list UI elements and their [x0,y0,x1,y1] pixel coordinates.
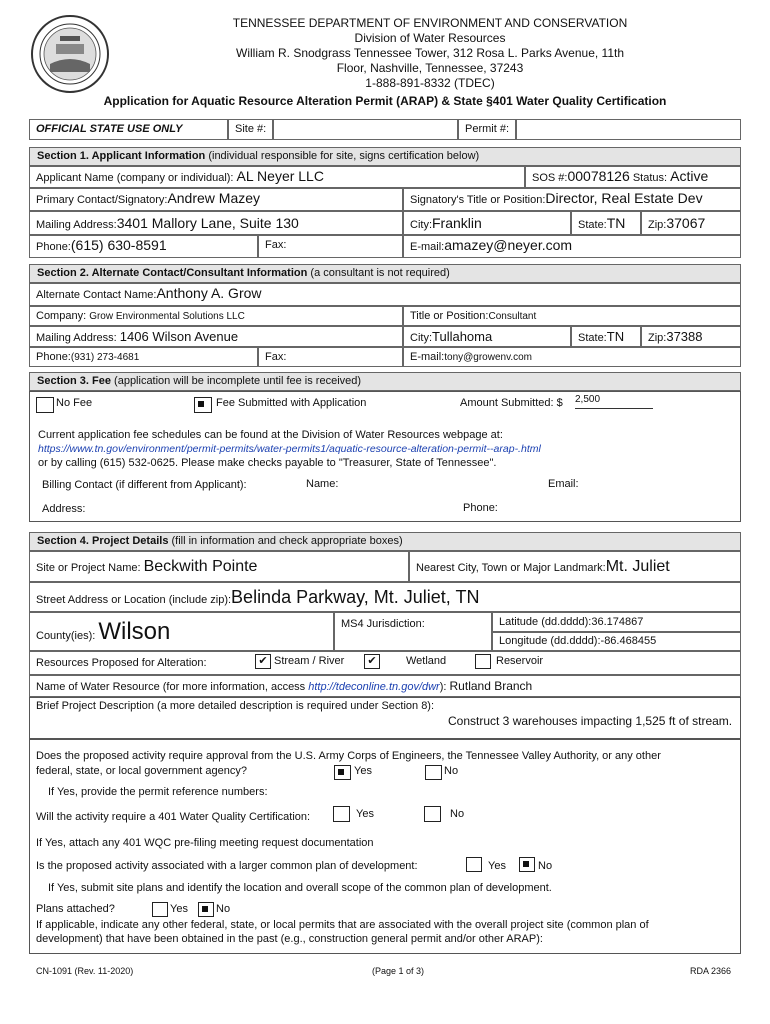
consultant-title-value: Consultant [488,311,537,322]
amount-submitted-label: Amount Submitted: $ [460,397,563,409]
alt-zip-label: Zip: [648,332,667,344]
water-resource-field[interactable] [29,675,741,697]
alt-phone-label: Phone: [36,351,71,363]
billing-address-label: Address: [42,503,86,515]
permit-number-field[interactable] [516,119,741,140]
question-1-follow-up: If Yes, provide the permit reference numbers: [48,786,268,798]
q3-yes-label: Yes [488,860,506,872]
consultant-title-field[interactable] [403,306,741,326]
alt-city-field[interactable] [403,326,571,347]
alt-fax-label: Fax: [265,351,287,363]
billing-name-label: Name: [306,478,339,490]
longitude-value: -86.468455 [600,635,657,647]
alt-email-field[interactable] [403,347,741,367]
consultant-title-label: Title or Position: [410,310,489,322]
brief-description-label: Brief Project Description (a more detailed description is required under Section 8): [36,700,435,712]
city-label: City: [410,219,432,231]
question-2: Will the activity require a 401 Water Quality Certification: [36,811,311,823]
question-1-line-2: federal, state, or local government agency? [36,765,247,777]
reservoir-checkbox[interactable] [475,654,491,669]
no-fee-label: No Fee [56,397,93,409]
plans-attached-label: Plans attached? [36,903,115,915]
alt-phone-field[interactable] [29,347,258,367]
site-number-field[interactable] [273,119,458,140]
phone-value: (615) 630-8591 [70,237,167,253]
alt-zip-value: 37388 [666,329,703,344]
fax-label: Fax: [265,239,287,251]
longitude-label: Longitude (dd.dddd): [499,635,601,647]
section-3-header [29,372,741,391]
no-fee-checkbox[interactable] [36,397,54,413]
fee-submitted-label: Fee Submitted with Application [216,397,367,409]
alt-mailing-address-value: 1406 Wilson Avenue [119,329,239,344]
street-address-label: Street Address or Location (include zip): [36,594,232,606]
city-field[interactable] [403,211,571,235]
resources-row [29,651,741,675]
site-name-field[interactable] [29,551,409,582]
alt-mailing-address-label: Mailing Address: [36,332,117,344]
q2-yes-label: Yes [356,808,374,820]
section-2-subtitle: (a consultant is not required) [307,267,450,279]
form-title: Application for Aquatic Resource Alteration Permit (ARAP) & State §401 Water Quality Certification [103,94,667,108]
alternate-contact-label: Alternate Contact Name: [36,289,157,301]
email-label: E-mail: [410,241,445,253]
zip-value: 37067 [666,215,706,231]
county-label: County(ies): [36,630,96,642]
company-value: Grow Environmental Solutions LLC [89,311,245,322]
question-4-line-1: If applicable, indicate any other federal, state, or local permits that are associated with the overall project site (common plan of [36,919,649,931]
email-value: amazey@neyer.com [444,237,573,253]
site-name-value: Beckwith Pointe [143,558,258,575]
mailing-address-field[interactable] [29,211,403,235]
alternate-contact-field[interactable] [29,283,741,306]
applicant-name-value: AL Neyer LLC [236,168,324,184]
stream-river-label: Stream / River [274,655,345,667]
ms4-field[interactable] [334,612,492,651]
official-use-label: OFFICIAL STATE USE ONLY [29,119,228,140]
q2-no-checkbox[interactable] [424,806,441,822]
address-line-2: Floor, Nashville, Tennessee, 37243 [336,61,524,75]
reservoir-label: Reservoir [496,655,544,667]
section-1-header [29,147,741,166]
section-2-title: Section 2. Alternate Contact/Consultant Information [37,267,308,279]
q1-no-label: No [444,765,459,777]
street-address-field[interactable] [29,582,741,612]
department-name: TENNESSEE DEPARTMENT OF ENVIRONMENT AND CONSERVATION [232,16,628,30]
latitude-value: 36.174867 [591,616,644,628]
email-field[interactable] [403,235,741,258]
question-1-line-1: Does the proposed activity require approval from the U.S. Army Corps of Engineers, the Tennessee Valley Authority, or any other [36,750,661,762]
fee-submitted-checkbox[interactable] [194,397,212,413]
tdec-online-link[interactable]: http://tdeconline.tn.gov/dwr [308,681,440,693]
alt-fax-field[interactable] [258,347,403,367]
street-address-value: Belinda Parkway, Mt. Juliet, TN [231,587,480,607]
section-4-header [29,532,741,551]
q2-yes-checkbox[interactable] [333,806,350,822]
applicant-name-label: Applicant Name (company or individual): [36,172,234,184]
sos-field[interactable] [525,166,741,188]
fee-schedule-link[interactable]: https://www.tn.gov/environment/permit-permits/water-permits1/aquatic-resource-alteration-permit--arap-.html [38,443,541,455]
resources-label: Resources Proposed for Alteration: [36,657,207,669]
section-4-title: Section 4. Project Details [37,535,169,547]
county-value: Wilson [98,618,171,645]
q1-no-checkbox[interactable] [425,765,442,780]
alt-zip-field[interactable] [641,326,741,347]
wetland-checkbox[interactable]: ✔ [364,654,380,669]
water-resource-label-end: ): [439,681,447,693]
q3-no-label: No [538,860,553,872]
alt-state-label: State: [578,332,607,344]
amount-submitted-value[interactable]: 2,500 [575,394,653,409]
ms4-label: MS4 Jurisdiction: [341,618,425,630]
alt-city-label: City: [410,332,432,344]
wetland-label: Wetland [406,655,447,667]
nearest-city-field[interactable] [409,551,741,582]
status-value: Active [670,168,709,184]
section-3-title: Section 3. Fee [37,375,111,387]
phone-line: 1-888-891-8332 (TDEC) [365,76,495,90]
nearest-city-label: Nearest City, Town or Major Landmark: [416,562,606,574]
fee-info-line-2: or by calling (615) 532-0625. Please make checks payable to "Treasurer, State of Tennessee". [38,457,497,469]
alt-state-value: TN [606,329,625,344]
section-3-subtitle: (application will be incomplete until fee is received) [110,375,362,387]
signatory-title-value: Director, Real Estate Dev [545,190,703,206]
county-field[interactable] [29,612,334,651]
zip-field[interactable] [641,211,741,235]
page-number: (Page 1 of 3) [372,966,425,976]
section-4-subtitle: (fill in information and check appropriate boxes) [168,535,403,547]
phone-field[interactable] [29,235,258,258]
nearest-city-value: Mt. Juliet [605,558,670,575]
status-label: Status: [632,172,668,184]
fee-info-line-1: Current application fee schedules can be found at the Division of Water Resources webpage at: [38,429,503,441]
q1-yes-label: Yes [354,765,372,777]
mailing-address-value: 3401 Mallory Lane, Suite 130 [116,215,299,231]
plans-no-label: No [216,903,231,915]
question-2-follow-up: If Yes, attach any 401 WQC pre-filing meeting request documentation [36,837,374,849]
fax-field[interactable] [258,235,403,258]
division-name: Division of Water Resources [354,31,506,45]
address-line-1: William R. Snodgrass Tennessee Tower, 312 Rosa L. Parks Avenue, 11th [236,46,624,60]
primary-contact-value: Andrew Mazey [167,190,261,206]
water-resource-label: Name of Water Resource (for more information, access [36,681,309,693]
signatory-title-field[interactable] [403,188,741,211]
question-4-line-2: development) that have been obtained in the past (e.g., construction general permit and/or other ARAP): [36,933,543,945]
zip-label: Zip: [648,219,667,231]
form-number: CN-1091 (Rev. 11-2020) [36,966,134,976]
sos-value: 00078126 [567,168,630,184]
permit-number-label: Permit #: [458,119,516,140]
water-resource-value: Rutland Branch [449,679,533,693]
stream-river-checkbox[interactable]: ✔ [255,654,271,669]
section-1-subtitle: (individual responsible for site, signs certification below) [205,150,480,162]
company-label: Company: [36,310,87,322]
state-value: TN [606,215,626,231]
alt-email-value: tony@growenv.com [444,352,533,363]
plans-yes-checkbox[interactable] [152,902,168,917]
rda-number: RDA 2366 [690,966,732,976]
alternate-contact-value: Anthony A. Grow [156,285,262,301]
state-field[interactable] [571,211,641,235]
state-label: State: [578,219,607,231]
company-field[interactable] [29,306,403,326]
primary-contact-field[interactable] [29,188,403,211]
q2-no-label: No [450,808,465,820]
section-2-header [29,264,741,283]
q3-yes-checkbox[interactable] [466,857,482,872]
primary-contact-label: Primary Contact/Signatory: [36,194,168,206]
alt-mailing-address-field[interactable] [29,326,403,347]
alt-state-field[interactable] [571,326,641,347]
plans-yes-label: Yes [170,903,188,915]
longitude-field[interactable] [492,632,741,651]
sos-label: SOS #: [532,172,568,184]
q3-no-checkbox[interactable] [519,857,535,872]
alt-city-value: Tullahoma [432,329,493,344]
tennessee-seal-logo [30,14,110,94]
mailing-address-label: Mailing Address: [36,219,117,231]
alt-email-label: E-mail: [410,351,445,363]
question-3: Is the proposed activity associated with a larger common plan of development: [36,860,418,872]
section-1-title: Section 1. Applicant Information [37,150,206,162]
site-name-label: Site or Project Name: [36,562,141,574]
city-value: Franklin [432,215,482,231]
alt-phone-value: (931) 273-4681 [70,352,140,363]
site-number-label: Site #: [228,119,273,140]
q1-yes-checkbox[interactable] [334,765,351,780]
phone-label: Phone: [36,241,71,253]
brief-description-value: Construct 3 warehouses impacting 1,525 ft of stream. [448,714,733,728]
plans-no-checkbox[interactable] [198,902,214,917]
latitude-field[interactable] [492,612,741,632]
billing-email-label: Email: [548,478,579,490]
billing-contact-label: Billing Contact (if different from Applicant): [42,479,247,491]
billing-phone-label: Phone: [463,502,498,514]
latitude-label: Latitude (dd.dddd): [499,616,592,628]
applicant-name-field[interactable] [29,166,525,188]
signatory-title-label: Signatory's Title or Position: [410,194,546,206]
question-3-follow-up: If Yes, submit site plans and identify the location and overall scope of the common plan of development. [48,882,552,894]
